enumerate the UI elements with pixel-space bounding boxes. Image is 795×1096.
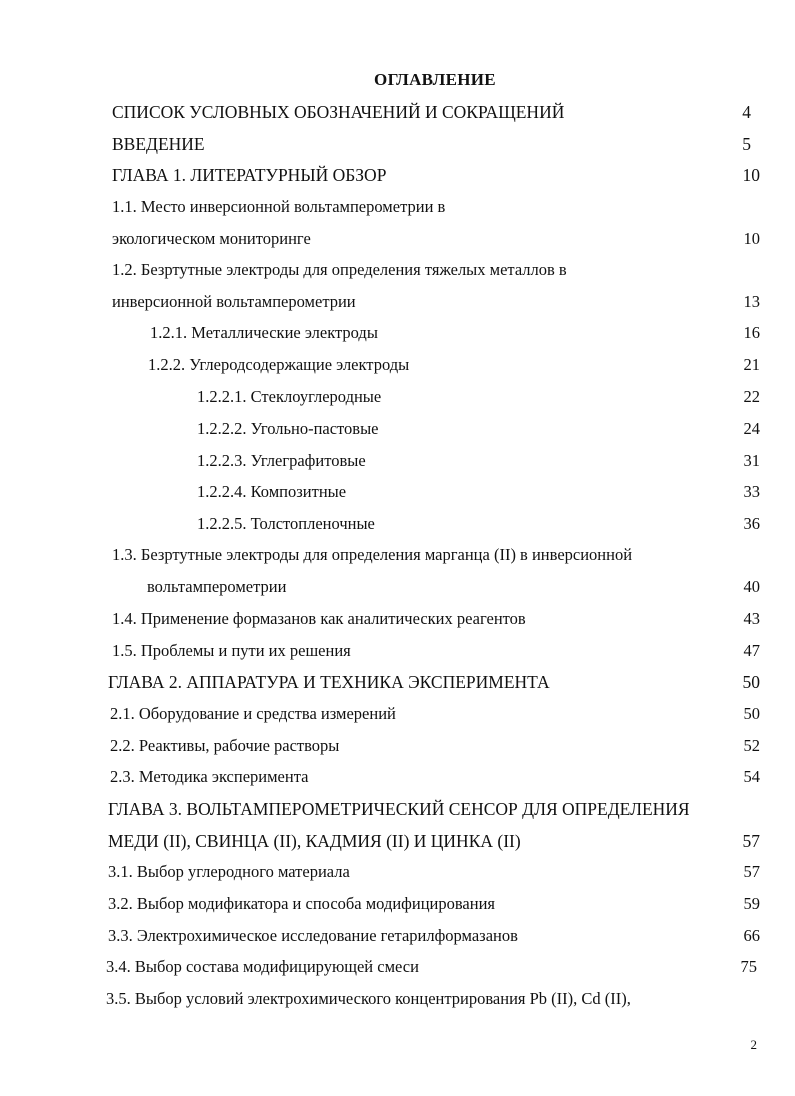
- toc-entry-page: 47: [743, 641, 760, 660]
- toc-entry: [0, 514, 795, 538]
- toc-entry-text: 1.3. Безртутные электроды для определения марганца (II) в инверсионной: [112, 545, 633, 564]
- toc-entry-page: 22: [743, 387, 760, 406]
- toc-entry: [0, 831, 795, 855]
- toc-entry-page: 13: [743, 292, 760, 311]
- toc-entry-page: 33: [743, 482, 760, 501]
- page-number: 2: [750, 1037, 757, 1052]
- toc-entry: [0, 482, 795, 506]
- toc-entry-page: 5: [742, 134, 751, 154]
- toc-entry-text: МЕДИ (II), СВИНЦА (II), КАДМИЯ (II) И ЦИНКА (II): [108, 831, 521, 851]
- toc-entry: [0, 926, 795, 950]
- toc-entry-page: 50: [743, 704, 760, 723]
- toc-entry-text: 3.5. Выбор условий электрохимического концентрирования Pb (II), Cd (II),: [106, 989, 631, 1008]
- toc-entry-text: СПИСОК УСЛОВНЫХ ОБОЗНАЧЕНИЙ И СОКРАЩЕНИЙ: [112, 102, 565, 122]
- toc-entry-text: 1.4. Применение формазанов как аналитических реагентов: [112, 609, 526, 628]
- toc-entry-text: 1.2.2.1. Стеклоуглеродные: [197, 387, 382, 406]
- toc-entry-text: 3.3. Электрохимическое исследование гетарилформазанов: [108, 926, 518, 945]
- toc-entry: [0, 736, 795, 760]
- toc-entry: [0, 134, 795, 158]
- toc-title: ОГЛАВЛЕНИЕ: [374, 70, 496, 89]
- toc-entry-text: 2.2. Реактивы, рабочие растворы: [110, 736, 340, 755]
- toc-entry-page: 24: [743, 419, 760, 438]
- toc-entry-page: 40: [743, 577, 760, 596]
- toc-entry: [0, 862, 795, 886]
- toc-entry-text: 3.1. Выбор углеродного материала: [108, 862, 350, 881]
- toc-entry-page: 10: [743, 229, 760, 248]
- toc-entry-page: 75: [740, 957, 757, 976]
- toc-entry: [0, 957, 795, 981]
- toc-entry: [0, 641, 795, 665]
- toc-entry: [0, 672, 795, 696]
- toc-entry: [0, 545, 795, 569]
- toc-entry: [0, 355, 795, 379]
- toc-entry-text: 1.1. Место инверсионной вольтамперометрии в: [112, 197, 446, 216]
- toc-entry-text: 2.3. Методика эксперимента: [110, 767, 309, 786]
- toc-entry-page: 31: [743, 451, 760, 470]
- toc-entry: [0, 229, 795, 253]
- toc-entry: [0, 577, 795, 601]
- toc-entry-text: 3.2. Выбор модификатора и способа модифицирования: [108, 894, 496, 913]
- toc-entry: [0, 102, 795, 126]
- toc-entry-text: 1.2.1. Металлические электроды: [150, 323, 378, 342]
- toc-entry-text: ГЛАВА 3. ВОЛЬТАМПЕРОМЕТРИЧЕСКИЙ СЕНСОР ДЛЯ ОПРЕДЕЛЕНИЯ: [108, 799, 690, 819]
- toc-entry-page: 59: [743, 894, 760, 913]
- toc-entry-text: 3.4. Выбор состава модифицирующей смеси: [106, 957, 419, 976]
- toc-entry-text: 1.2.2. Углеродсодержащие электроды: [148, 355, 410, 374]
- toc-entry: [0, 165, 795, 189]
- toc-entry-text: ГЛАВА 2. АППАРАТУРА И ТЕХНИКА ЭКСПЕРИМЕНТА: [108, 672, 550, 692]
- toc-entry-text: инверсионной вольтамперометрии: [112, 292, 356, 311]
- toc-entry: [0, 894, 795, 918]
- toc-entry-text: 1.2.2.4. Композитные: [197, 482, 347, 501]
- toc-entry-page: 57: [743, 862, 760, 881]
- toc-entry-page: 16: [743, 323, 760, 342]
- toc-entry-page: 57: [742, 831, 760, 851]
- toc-entry-text: вольтамперометрии: [147, 577, 287, 596]
- toc-entry: [0, 292, 795, 316]
- toc-entry-text: экологическом мониторинге: [112, 229, 311, 248]
- toc-entry-text: ВВЕДЕНИЕ: [112, 134, 205, 154]
- toc-entry-page: 4: [742, 102, 751, 122]
- toc-entry: [0, 451, 795, 475]
- toc-entry-page: 50: [742, 672, 760, 692]
- toc-entry-page: 66: [743, 926, 760, 945]
- toc-entry-text: 1.2.2.5. Толстопленочные: [197, 514, 375, 533]
- toc-entry: [0, 323, 795, 347]
- toc-entry: [0, 704, 795, 728]
- toc-entry-text: ГЛАВА 1. ЛИТЕРАТУРНЫЙ ОБЗОР: [112, 165, 387, 185]
- toc-entry-page: 54: [743, 767, 760, 786]
- toc-entry-page: 10: [742, 165, 760, 185]
- toc-entry: [0, 767, 795, 791]
- toc-entry: [0, 609, 795, 633]
- toc-entry: [0, 419, 795, 443]
- toc-entry-text: 1.2. Безртутные электроды для определения тяжелых металлов в: [112, 260, 567, 279]
- toc-entry: [0, 197, 795, 221]
- toc-entry-page: 21: [743, 355, 760, 374]
- toc-entry-text: 1.5. Проблемы и пути их решения: [112, 641, 351, 660]
- toc-entry-text: 2.1. Оборудование и средства измерений: [110, 704, 396, 723]
- toc-entry-text: 1.2.2.2. Угольно-пастовые: [197, 419, 379, 438]
- toc-entry: [0, 387, 795, 411]
- toc-entry-page: 36: [743, 514, 760, 533]
- toc-entry-text: 1.2.2.3. Углеграфитовые: [197, 451, 366, 470]
- toc-entry-page: 52: [743, 736, 760, 755]
- toc-entry: [0, 799, 795, 823]
- toc-entry-page: 43: [743, 609, 760, 628]
- toc-entry: [0, 989, 795, 1013]
- toc-entry: [0, 260, 795, 284]
